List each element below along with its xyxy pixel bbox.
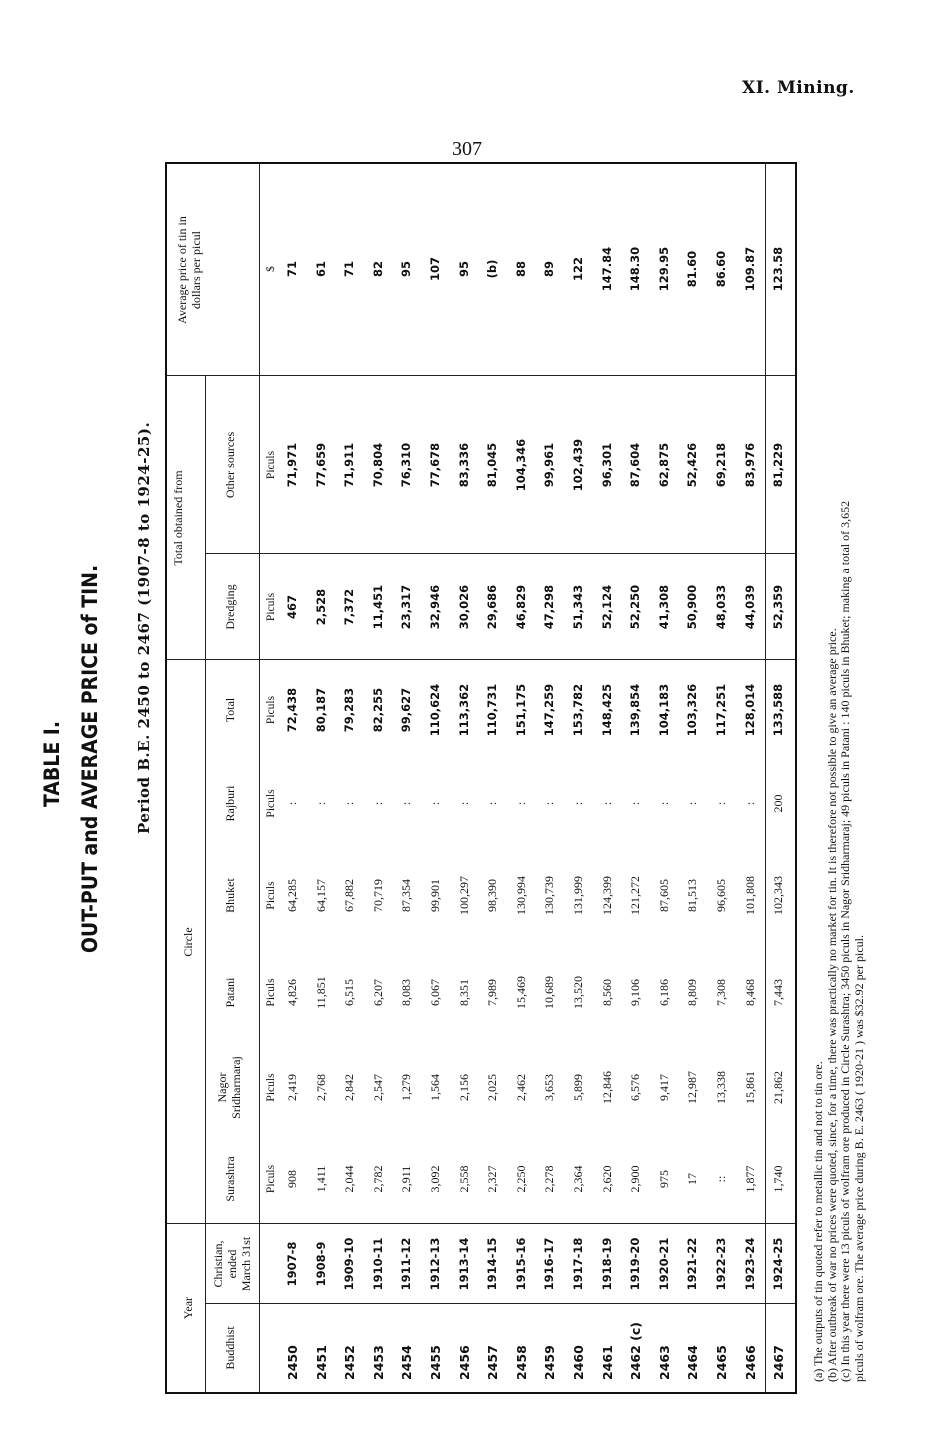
rajburi-heading: Rajburi (223, 785, 237, 822)
table-cell-dredging: 29,686 (485, 584, 500, 630)
table-cell-ce: 1919-20 (628, 1237, 643, 1291)
table-cell-ce: 1909-10 (342, 1237, 357, 1291)
table-cell-bhuket: 70,719 (370, 879, 385, 912)
table-cell-dredging: 41,308 (656, 584, 671, 630)
col-rule (167, 1223, 795, 1224)
table-cell-bhuket: 131,999 (571, 876, 585, 915)
table-cell-dredging: 47,298 (542, 584, 557, 630)
table-cell-dredging: 44,039 (742, 584, 757, 630)
table-cell-total: 148,425 (599, 683, 614, 737)
table-cell-rajburi: : (513, 801, 528, 806)
table-cell-price: 89 (542, 261, 557, 278)
table-cell-ce: 1911-12 (399, 1237, 414, 1291)
section-header: XI. Mining. (742, 78, 855, 98)
table-cell-price: 86.60 (714, 250, 728, 288)
table-cell-rajburi: : (428, 801, 442, 806)
table-cell-bhuket: 87,605 (656, 879, 671, 912)
nagor-heading: Nagor Sridharmaraj (215, 1056, 243, 1119)
table-cell-total: 110,731 (485, 683, 500, 737)
table-cell-bhuket: 130,739 (542, 876, 557, 915)
table-cell-rajburi: : (456, 801, 471, 806)
table-cell-nagor: 3,653 (542, 1074, 557, 1101)
table-cell-other: 77,678 (428, 442, 442, 488)
table-cell-nagor: 1,564 (428, 1074, 442, 1101)
table-cell-be: 2456 (456, 1345, 472, 1380)
table-cell-patani: 9,106 (628, 979, 643, 1006)
table-cell-rajburi: 200 (771, 794, 786, 813)
total-heading: Total (223, 697, 237, 723)
table-cell-be: 2455 (428, 1345, 443, 1380)
table-cell-patani: 11,851 (313, 976, 328, 1009)
table-cell-other: 71,971 (285, 442, 299, 488)
unit-label: Piculs (265, 789, 277, 818)
table-cell-other: 104,346 (513, 438, 528, 492)
table-cell-surashtra: 975 (656, 1170, 671, 1188)
table-cell-dredging: 52,250 (628, 584, 643, 630)
table-cell-price: 95 (399, 261, 414, 278)
other-sources-heading: Other sources (223, 431, 237, 499)
table-cell-price: 61 (313, 261, 328, 278)
footnotes (812, 62, 866, 1382)
table-cell-ce: 1920-21 (656, 1237, 671, 1291)
table-cell-price: 82 (370, 261, 385, 278)
table-cell-nagor: 2,547 (370, 1074, 385, 1101)
col-rule (167, 375, 795, 376)
footnote-a: (a) The outputs of tin quoted refer to metallic tin and not to tin ore. (811, 1061, 825, 1382)
table-cell-total: 110,624 (428, 683, 442, 737)
table-cell-ce: 1918-19 (599, 1237, 614, 1291)
table-cell-rajburi: : (399, 801, 414, 806)
table-period: Period B.E. 2450 to 2467 (1907-8 to 1924-25). (135, 421, 153, 834)
table-cell-price: 71 (285, 261, 299, 278)
table-cell-dredging: 32,946 (428, 584, 442, 630)
table-cell-other: 83,336 (456, 442, 471, 488)
total-from-group-heading: Total obtained from (171, 470, 185, 566)
unit-dollar: $ (265, 266, 277, 272)
table-cell-be: 2461 (599, 1345, 615, 1380)
unit-label: Piculs (265, 450, 277, 480)
table-cell-patani: 8,468 (742, 979, 757, 1006)
table-cell-bhuket: 100,297 (456, 876, 471, 915)
table-cell-dredging: 2,528 (313, 588, 328, 626)
table-cell-ce: 1917-18 (571, 1237, 585, 1291)
table-cell-surashtra: 2,278 (542, 1165, 557, 1193)
table-cell-dredging: 52,124 (599, 584, 614, 630)
unit-label: Piculs (265, 592, 277, 622)
table-cell-be: 2454 (399, 1345, 415, 1380)
table-cell-bhuket: 102,343 (771, 876, 786, 915)
table-cell-bhuket: 121,272 (628, 876, 643, 915)
table-cell-rajburi: : (742, 801, 757, 806)
unit-label: Piculs (265, 1164, 277, 1194)
table-cell-price: 107 (428, 257, 442, 282)
table-cell-total: 80,187 (313, 687, 328, 733)
table-cell-surashtra: :: (714, 1175, 728, 1183)
table-cell-price: 129.95 (656, 246, 671, 292)
footnote-c-continued: piculs of wolfram ore. The average price during B. E. 2463 ( 1920-21 ) was $32.92 per picul. (851, 935, 866, 1382)
table-cell-be: 2450 (285, 1345, 300, 1380)
table-cell-nagor: 12,846 (599, 1071, 614, 1104)
table-cell-be: 2453 (370, 1345, 386, 1380)
table-cell-rajburi: : (485, 801, 500, 806)
table-cell-bhuket: 81,513 (685, 879, 700, 912)
table-cell-nagor: 6,576 (628, 1074, 643, 1101)
table-cell-patani: 6,515 (342, 979, 357, 1006)
table-cell-total: 133,588 (771, 683, 786, 737)
table-cell-patani: 8,083 (399, 979, 414, 1006)
table-cell-total: 103,326 (685, 683, 700, 737)
table-cell-rajburi: : (714, 801, 728, 806)
table-cell-other: 70,804 (370, 442, 385, 488)
table-cell-dredging: 46,829 (513, 584, 528, 630)
table-cell-dredging: 50,900 (685, 584, 700, 630)
unit-label: Piculs (265, 1073, 277, 1102)
table-cell-other: 52,426 (685, 442, 700, 488)
table-cell-price: (b) (485, 259, 500, 279)
table-cell-rajburi: : (370, 801, 385, 806)
table-cell-patani: 6,186 (656, 979, 671, 1006)
table-cell-other: 96,301 (599, 442, 614, 488)
table-cell-total: 151,175 (513, 683, 528, 737)
table-cell-total: 153,782 (571, 683, 585, 737)
table-cell-ce: 1908-9 (313, 1241, 328, 1287)
table-cell-total: 117,251 (714, 683, 728, 737)
table-cell-dredging: 23,317 (399, 584, 414, 630)
table-cell-patani: 4,826 (285, 979, 299, 1006)
table-cell-nagor: 2,025 (485, 1074, 500, 1101)
table-cell-dredging: 11,451 (370, 584, 385, 630)
dredging-heading: Dredging (223, 584, 237, 630)
table-cell-surashtra: 1,411 (313, 1165, 328, 1193)
table-cell-rajburi: : (342, 801, 357, 806)
table-cell-rajburi: : (656, 801, 671, 806)
table-cell-rajburi: : (542, 801, 557, 806)
table-cell-other: 81,229 (771, 442, 786, 488)
table-cell-be: 2458 (513, 1345, 529, 1380)
table-cell-surashtra: 2,900 (628, 1165, 643, 1193)
table-cell-patani: 15,469 (513, 976, 528, 1009)
table-cell-other: 87,604 (628, 442, 643, 488)
total-row-rule (765, 164, 766, 1392)
table-cell-nagor: 2,768 (313, 1074, 328, 1101)
table-cell-price: 122 (571, 257, 585, 282)
table-cell-ce: 1916-17 (542, 1237, 557, 1291)
patani-heading: Patani (223, 977, 237, 1008)
header-rule (259, 164, 260, 1392)
table-cell-bhuket: 130,994 (513, 876, 528, 915)
table-cell-nagor: 21,862 (771, 1071, 786, 1104)
table-cell-other: 69,218 (714, 442, 728, 488)
christian-heading: Christian, ended March 31st (211, 1236, 253, 1292)
table-cell-surashtra: 2,782 (370, 1165, 385, 1193)
footnote-b: (b) After outbreak of war no prices were quoted, since, for a time, there was practically no market for tin. It is therefore not possible to give an average price. (824, 628, 839, 1382)
table-cell-be: 2459 (542, 1345, 558, 1380)
table-cell-dredging: 7,372 (342, 588, 357, 626)
table-cell-dredging: 52,359 (771, 584, 786, 630)
table-cell-ce: 1914-15 (485, 1237, 500, 1291)
table-cell-bhuket: 124,399 (599, 876, 614, 915)
table-cell-total: 147,259 (542, 683, 557, 737)
table-cell-ce: 1907-8 (285, 1241, 299, 1287)
header-rule (205, 660, 206, 1392)
table-title: OUT-PUT and AVERAGE PRICE of TIN. (78, 564, 102, 954)
table-cell-other: 71,911 (342, 442, 357, 488)
table-cell-bhuket: 99,901 (428, 879, 442, 912)
table-cell-ce: 1921-22 (685, 1237, 700, 1291)
table-cell-price: 147.84 (599, 246, 614, 292)
table-cell-bhuket: 64,157 (313, 879, 328, 912)
table-cell-bhuket: 64,285 (285, 879, 299, 912)
table-cell-total: 139,854 (628, 683, 643, 737)
table-cell-price: 95 (456, 261, 471, 278)
table-cell-patani: 8,351 (456, 979, 471, 1006)
table-cell-ce: 1924-25 (771, 1237, 786, 1291)
table-cell-nagor: 2,842 (342, 1074, 357, 1101)
table-cell-rajburi: : (685, 801, 700, 806)
unit-label: Piculs (265, 978, 277, 1007)
table-cell-surashtra: 1,740 (771, 1165, 786, 1193)
table-cell-be: 2451 (313, 1345, 329, 1380)
table-cell-patani: 7,443 (771, 979, 786, 1006)
table-cell-price: 88 (513, 261, 528, 278)
footnote-c: (c) In this year there were 13 piculs of wolfram ore produced in Circle Surashtra; 3450 piculs in Nagor Sridharmaraj; 49 piculs in Patani : 140 piculs in Bhuket; making a total of 3,652 (838, 500, 852, 1382)
table-cell-total: 113,362 (456, 683, 471, 737)
table-cell-price: 123.58 (771, 246, 786, 292)
table-cell-dredging: 51,343 (571, 584, 585, 630)
table-cell-ce: 1915-16 (513, 1237, 528, 1291)
table-cell-rajburi: : (599, 801, 614, 806)
year-group-heading: Year (181, 1296, 195, 1320)
table-cell-nagor: 2,419 (285, 1074, 299, 1101)
table-cell-other: 76,310 (399, 442, 414, 488)
col-rule (167, 659, 795, 660)
table-cell-price: 148.30 (628, 246, 643, 292)
table-cell-surashtra: 3,092 (428, 1165, 442, 1193)
table-cell-surashtra: 2,327 (485, 1165, 500, 1193)
table-cell-nagor: 5,899 (571, 1074, 585, 1101)
table-cell-total: 128,014 (742, 683, 757, 737)
table-cell-rajburi: : (571, 801, 585, 806)
table-cell-surashtra: 2,044 (342, 1165, 357, 1193)
table-cell-other: 102,439 (571, 438, 585, 492)
table-cell-surashtra: 2,364 (571, 1165, 585, 1193)
table-cell-price: 81.60 (685, 250, 700, 288)
table-cell-bhuket: 96,605 (714, 879, 728, 912)
table-cell-surashtra: 2,911 (399, 1165, 414, 1193)
table-cell-be: 2467 (771, 1345, 787, 1380)
table-cell-surashtra: 17 (685, 1173, 700, 1185)
table-cell-patani: 8,560 (599, 979, 614, 1006)
page-number: 307 (452, 138, 482, 160)
table-cell-patani: 8,809 (685, 979, 700, 1006)
table-cell-be: 2462 (c) (628, 1322, 644, 1380)
table-cell-nagor: 1,279 (399, 1074, 414, 1101)
table-cell-patani: 7,308 (714, 979, 728, 1006)
table-cell-total: 104,183 (656, 683, 671, 737)
table-cell-be: 2466 (742, 1345, 758, 1380)
table-cell-surashtra: 2,250 (513, 1165, 528, 1193)
table-cell-be: 2452 (342, 1345, 358, 1380)
table-cell-nagor: 2,462 (513, 1074, 528, 1101)
table-cell-be: 2463 (656, 1345, 672, 1380)
table-cell-dredging: 30,026 (456, 584, 471, 630)
table-cell-total: 79,283 (342, 687, 357, 733)
circle-group-heading: Circle (181, 927, 195, 957)
table-cell-bhuket: 98,390 (485, 879, 500, 912)
buddhist-heading: Buddhist (223, 1326, 237, 1370)
table-cell-be: 2465 (714, 1345, 729, 1380)
table-cell-bhuket: 101,808 (742, 876, 757, 915)
table-cell-be: 2464 (685, 1345, 701, 1380)
table-cell-other: 99,961 (542, 442, 557, 488)
table-cell-nagor: 15,861 (742, 1071, 757, 1104)
price-heading: Average price of tin in dollars per picul (175, 216, 203, 324)
unit-label: Piculs (265, 881, 277, 910)
table-cell-ce: 1923-24 (742, 1237, 757, 1291)
table-cell-surashtra: 908 (285, 1170, 299, 1188)
data-table (165, 162, 797, 1394)
table-cell-nagor: 12,987 (685, 1071, 700, 1104)
table-cell-ce: 1910-11 (370, 1237, 385, 1291)
surashtra-heading: Surashtra (223, 1156, 237, 1202)
table-cell-price: 71 (342, 261, 357, 278)
table-cell-total: 82,255 (370, 687, 385, 733)
table-cell-bhuket: 87,354 (399, 879, 414, 912)
table-cell-dredging: 467 (285, 595, 299, 620)
table-cell-ce: 1912-13 (428, 1237, 442, 1291)
table-cell-be: 2460 (571, 1345, 586, 1380)
table-cell-other: 81,045 (485, 442, 500, 488)
table-cell-patani: 10,689 (542, 976, 557, 1009)
table-label: TABLE I. (40, 721, 64, 807)
table-cell-ce: 1922-23 (714, 1237, 728, 1291)
table-cell-patani: 7,989 (485, 979, 500, 1006)
table-cell-rajburi: : (628, 801, 643, 806)
table-cell-rajburi: : (313, 801, 328, 806)
table-cell-be: 2457 (485, 1345, 501, 1380)
table-cell-total: 99,627 (399, 687, 414, 733)
table-cell-nagor: 13,338 (714, 1071, 728, 1104)
table-cell-rajburi: : (285, 801, 299, 806)
table-cell-price: 109.87 (742, 246, 757, 292)
table-cell-surashtra: 1,877 (742, 1165, 757, 1193)
table-cell-total: 72,438 (285, 687, 299, 733)
table-cell-other: 83,976 (742, 442, 757, 488)
table-cell-bhuket: 67,882 (342, 879, 357, 912)
table-cell-patani: 6,067 (428, 979, 442, 1006)
table-cell-surashtra: 2,558 (456, 1165, 471, 1193)
table-cell-other: 62,875 (656, 442, 671, 488)
table-cell-patani: 6,207 (370, 979, 385, 1006)
header-rule (205, 376, 206, 660)
table-cell-nagor: 9,417 (656, 1074, 671, 1101)
table-cell-other: 77,659 (313, 442, 328, 488)
table-cell-nagor: 2,156 (456, 1074, 471, 1101)
table-cell-surashtra: 2,620 (599, 1165, 614, 1193)
bhuket-heading: Bhuket (223, 878, 237, 913)
unit-label: Piculs (265, 695, 277, 725)
table-cell-ce: 1913-14 (456, 1237, 471, 1291)
table-cell-patani: 13,520 (571, 976, 585, 1009)
table-cell-dredging: 48,033 (714, 584, 728, 630)
